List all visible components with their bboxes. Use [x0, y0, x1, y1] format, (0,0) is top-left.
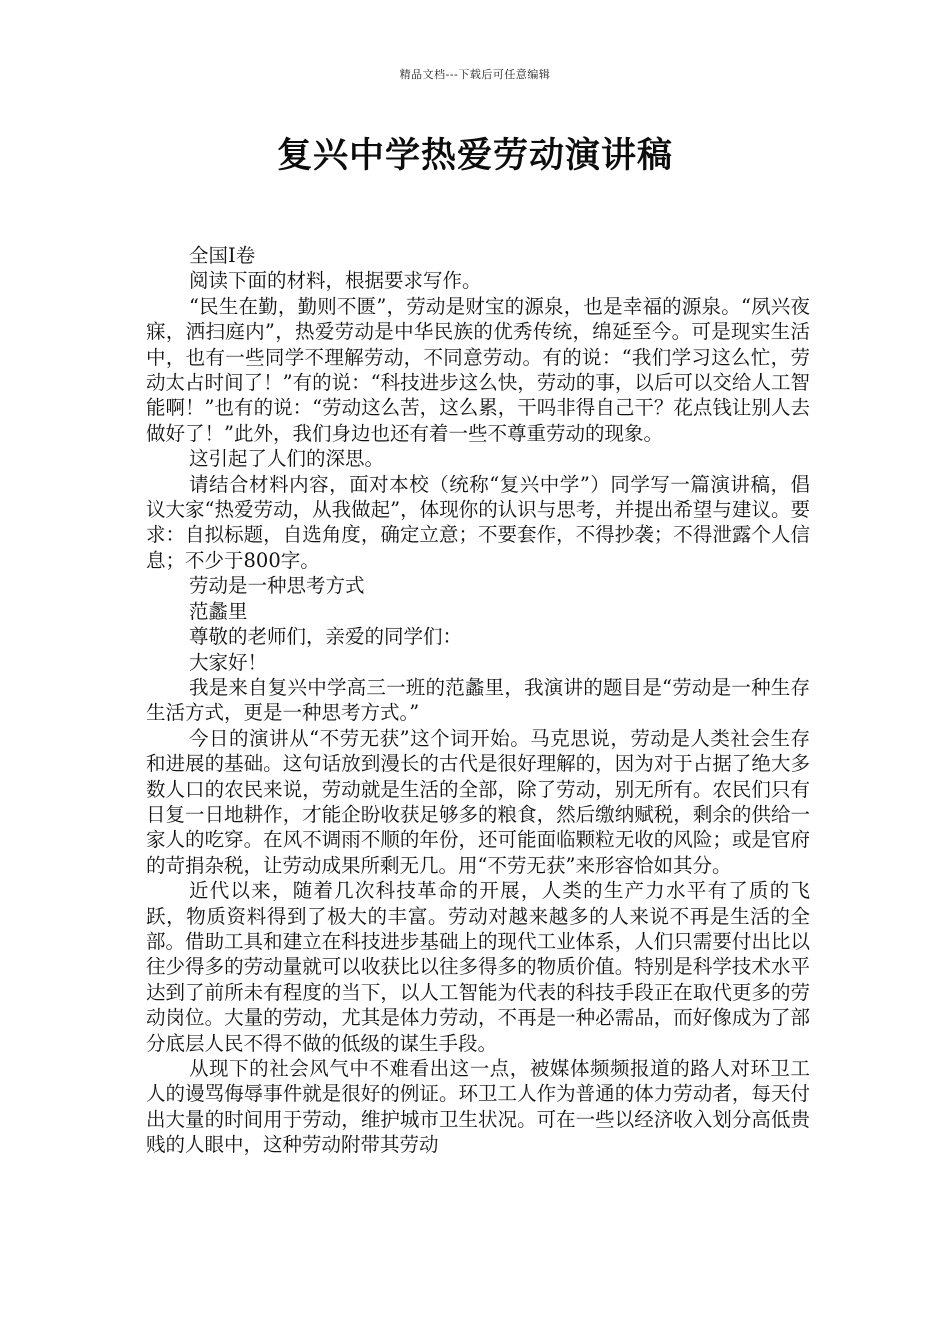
instruction-paragraph: 阅读下面的材料，根据要求写作。: [189, 269, 482, 293]
exam-label: 全国Ⅰ卷: [189, 244, 256, 267]
task-paragraph: 请结合材料内容，面对本校（统称“复兴中学”）同学写一篇演讲稿，倡议大家“热爱劳动，从我做起”，体现你的认识与思考，并提出希望与建议。要求：自拟标题，自选角度，确定立意；不要套作，不得抄袭；不得泄露个人信息；不少于800字。: [146, 472, 810, 572]
author-name: 范蠡里: [189, 599, 248, 623]
reflection-paragraph: 这引起了人们的深思。: [189, 447, 385, 471]
header-note: 精品文档---下载后可任意编辑: [399, 68, 551, 81]
greeting: 大家好！: [189, 650, 268, 674]
essay-title: 劳动是一种思考方式: [189, 574, 365, 598]
body-paragraph: 今日的演讲从“不劳无获”这个词开始。马克思说，劳动是人类社会生存和进展的基础。这句话放到漫长的古代是很好理解的，因为对于占据了绝大多数人口的农民来说，劳动就是生活的全部，除了劳动，别无所有。农民们只有日复一日地耕作，才能企盼收获足够多的粮食，然后缴纳赋税，剩余的供给一家人的吃穿。在风不调雨不顺的年份，还可能面临颗粒无收的风险；或是官府的苛捐杂税，让劳动成果所剩无几。用“不劳无获”来形容恰如其分。: [146, 726, 810, 877]
material-paragraph: “民生在勤，勤则不匮”，劳动是财宝的源泉，也是幸福的源泉。“夙兴夜寐，洒扫庭内”，热爱劳动是中华民族的优秀传统，绵延至今。可是现实生活中，也有一些同学不理解劳动，不同意劳动。有的说：“我们学习这么忙，劳动太占时间了！”有的说：“科技进步这么快，劳动的事，以后可以交给人工智能啊！”也有的说：“劳动这么苦，这么累，干吗非得自己干？花点钱让别人去做好了！”此外，我们身边也还有着一些不尊重劳动的现象。: [146, 294, 810, 445]
body-paragraph: 从现下的社会风气中不难看出这一点，被媒体频频报道的路人对环卫工人的谩骂侮辱事件就是很好的例证。环卫工人作为普通的体力劳动者，每天付出大量的时间用于劳动，维护城市卫生状况。可在一些以经济收入划分高低贵贱的人眼中，这种劳动附带其劳动: [146, 1057, 810, 1157]
body-paragraph: 近代以来，随着几次科技革命的开展，人类的生产力水平有了质的飞跃，物质资料得到了极大的丰富。劳动对越来越多的人来说不再是生活的全部。借助工具和建立在科技进步基础上的现代工业体系，人们只需要付出比以往少得多的劳动量就可以收获比以往多得多的物质价值。特别是科学技术水平达到了前所未有程度的当下，以人工智能为代表的科技手段正在取代更多的劳动岗位。大量的劳动，尤其是体力劳动，不再是一种必需品，而好像成为了部分底层人民不得不做的低级的谋生手段。: [146, 879, 810, 1055]
intro-paragraph: 我是来自复兴中学高三一班的范蠡里，我演讲的题目是“劳动是一种生存生活方式，更是一种思考方式。”: [146, 675, 810, 725]
document-body: [146, 243, 810, 1158]
salutation: 尊敬的老师们，亲爱的同学们：: [189, 625, 463, 649]
document-title: 复兴中学热爱劳动演讲稿: [276, 136, 673, 176]
